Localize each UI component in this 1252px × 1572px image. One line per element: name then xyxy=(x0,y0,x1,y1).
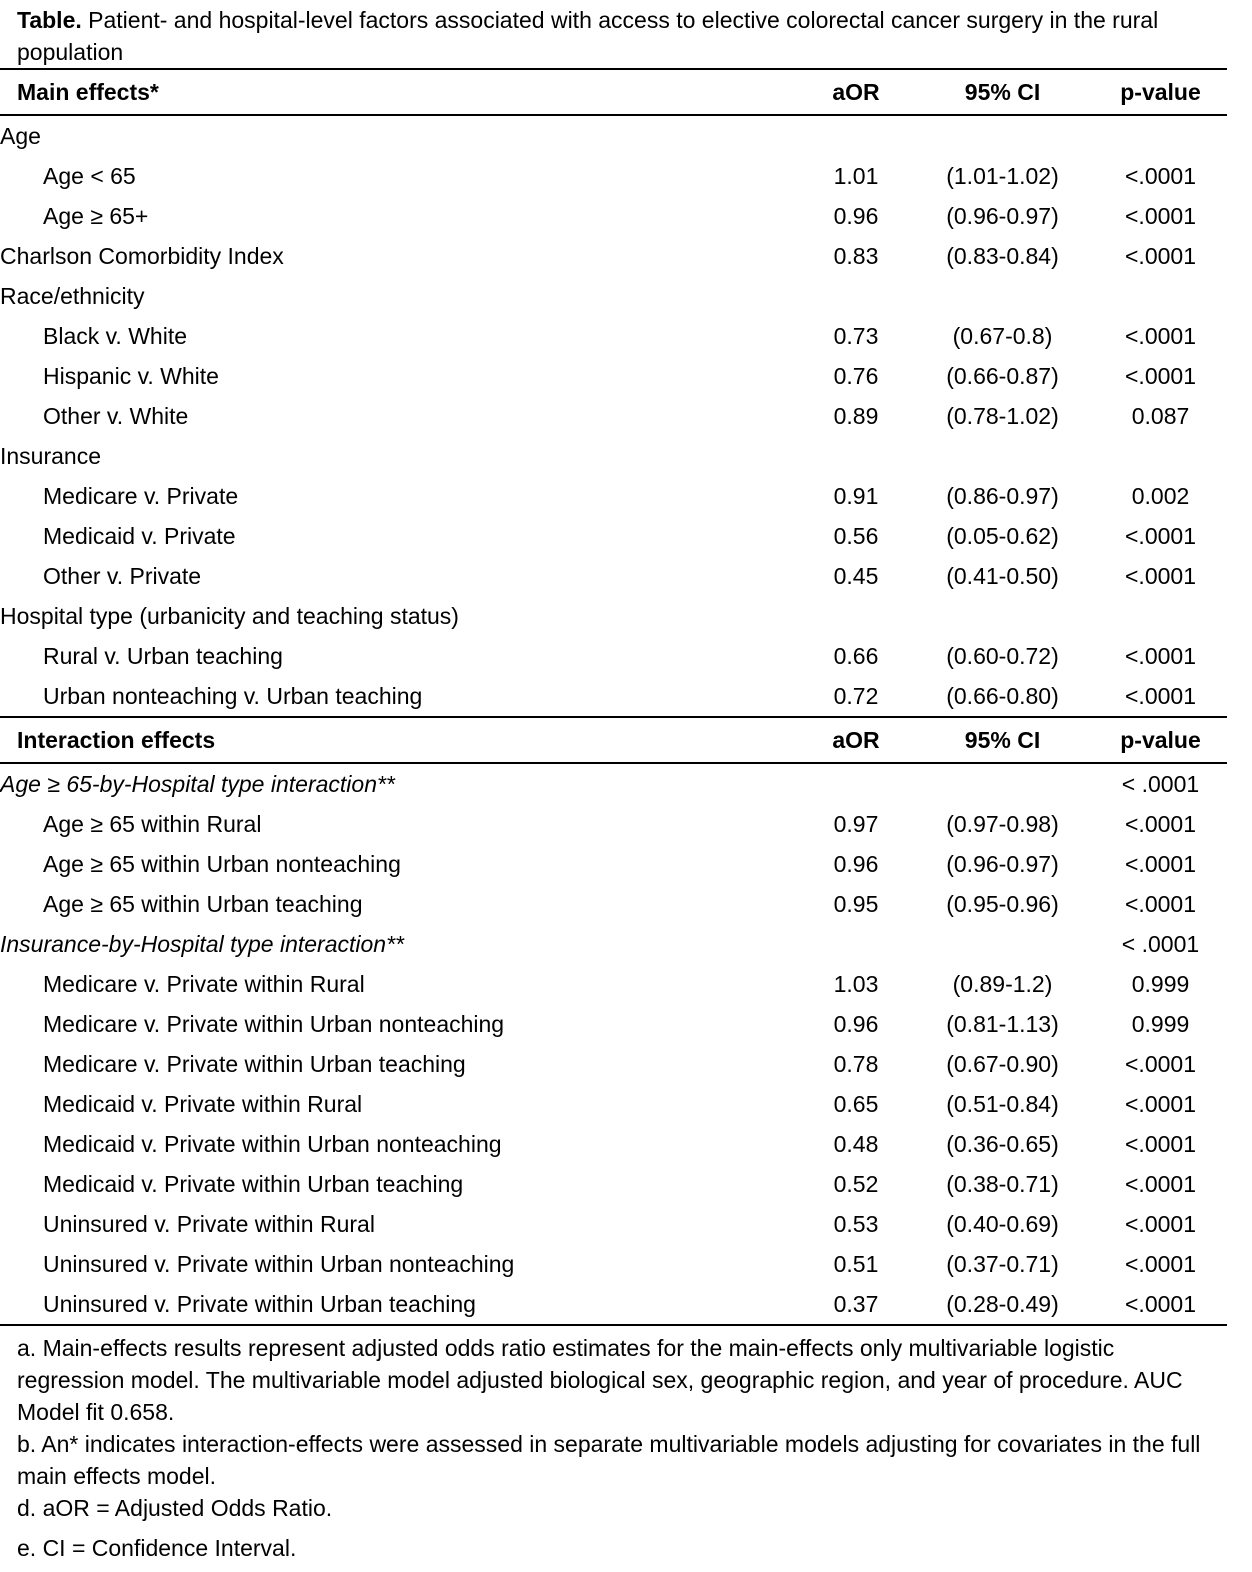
p-value: 0.999 xyxy=(1131,971,1190,997)
table-row xyxy=(0,964,1227,1004)
ci-value: (0.81-1.13) xyxy=(946,1011,1059,1037)
row-label: Age ≥ 65+ xyxy=(43,203,149,229)
aor-value: 0.53 xyxy=(833,1211,879,1237)
footnote-d: d. aOR = Adjusted Odds Ratio. xyxy=(17,1495,333,1521)
p-value xyxy=(1094,276,1227,316)
aor-value: 0.65 xyxy=(833,1091,879,1117)
p-value: <.0001 xyxy=(1125,1211,1196,1237)
row-label: Uninsured v. Private within Rural xyxy=(43,1211,375,1237)
row-label: Insurance-by-Hospital type interaction** xyxy=(0,931,404,957)
aor-value xyxy=(801,115,911,156)
aor-value: 0.89 xyxy=(833,403,879,429)
row-label: Medicaid v. Private xyxy=(43,523,236,549)
table-row xyxy=(0,1084,1227,1124)
aor-value xyxy=(801,763,911,804)
ci-value: (0.37-0.71) xyxy=(946,1251,1059,1277)
row-label: Medicaid v. Private within Urban teaching xyxy=(43,1171,464,1197)
table-row xyxy=(0,844,1227,884)
p-value-column-header: p-value xyxy=(1094,69,1227,115)
table-row xyxy=(0,556,1227,596)
table-footnotes xyxy=(17,1326,1222,1564)
ci-value: (0.95-0.96) xyxy=(946,891,1059,917)
p-value: <.0001 xyxy=(1125,323,1196,349)
table-row xyxy=(0,115,1227,156)
table-row xyxy=(0,884,1227,924)
row-label: Uninsured v. Private within Urban teaching xyxy=(0,1284,801,1325)
p-value: <.0001 xyxy=(1125,891,1196,917)
ci-value xyxy=(911,115,1094,156)
table-row xyxy=(0,1164,1227,1204)
table-row xyxy=(0,516,1227,556)
table-row xyxy=(0,1004,1227,1044)
aor-column-header: aOR xyxy=(801,717,911,763)
ci-value: (0.05-0.62) xyxy=(946,523,1059,549)
ci-value xyxy=(911,436,1094,476)
table-row xyxy=(0,763,1227,804)
table-row xyxy=(0,236,1227,276)
aor-value xyxy=(801,924,911,964)
ci-value xyxy=(911,924,1094,964)
p-value: <.0001 xyxy=(1125,363,1196,389)
p-value: <.0001 xyxy=(1125,851,1196,877)
interaction-effects-header: Interaction effects xyxy=(0,717,801,763)
p-value xyxy=(1094,115,1227,156)
table-row xyxy=(0,1284,1227,1325)
aor-value: 1.03 xyxy=(833,971,879,997)
p-value: <.0001 xyxy=(1125,683,1196,709)
aor-column-header: aOR xyxy=(801,69,911,115)
row-label: Age ≥ 65 within Rural xyxy=(43,811,262,837)
aor-value: 0.66 xyxy=(833,643,879,669)
ci-column-header: 95% CI xyxy=(911,69,1094,115)
ci-value: (0.67-0.90) xyxy=(946,1051,1059,1077)
aor-value: 0.52 xyxy=(833,1171,879,1197)
ci-value: (0.97-0.98) xyxy=(946,811,1059,837)
row-label: Medicaid v. Private within Rural xyxy=(43,1091,363,1117)
aor-value: 0.95 xyxy=(833,891,879,917)
table-row xyxy=(0,476,1227,516)
p-value xyxy=(1094,596,1227,636)
ci-value: (0.96-0.97) xyxy=(946,851,1059,877)
aor-value xyxy=(801,276,911,316)
table-row xyxy=(0,196,1227,236)
row-label: Other v. White xyxy=(43,403,189,429)
p-value: <.0001 xyxy=(1125,811,1196,837)
aor-value: 0.96 xyxy=(833,1011,879,1037)
table-row xyxy=(0,636,1227,676)
row-label: Age < 65 xyxy=(43,163,136,189)
p-value: <.0001 xyxy=(1125,1251,1196,1277)
footnote-e: e. CI = Confidence Interval. xyxy=(17,1535,297,1561)
aor-value: 0.45 xyxy=(833,563,879,589)
aor-value: 0.78 xyxy=(833,1051,879,1077)
p-value: 0.087 xyxy=(1131,403,1190,429)
ci-value: (0.89-1.2) xyxy=(952,971,1053,997)
row-label: Charlson Comorbidity Index xyxy=(0,243,284,269)
interaction-effects-body xyxy=(0,763,1227,1325)
p-value: <.0001 xyxy=(1125,1131,1196,1157)
p-value-column-header: p-value xyxy=(1094,717,1227,763)
p-value: 0.002 xyxy=(1131,483,1190,509)
row-label: Age xyxy=(0,123,41,149)
table-row xyxy=(0,1124,1227,1164)
p-value: < .0001 xyxy=(1121,931,1200,957)
table-row xyxy=(0,804,1227,844)
table-row xyxy=(0,676,1227,717)
row-label: Age ≥ 65 within Urban teaching xyxy=(43,891,363,917)
results-table xyxy=(0,68,1227,1326)
caption-text: Patient- and hospital-level factors associated with access to elective colorectal cancer surgery in the rural population xyxy=(17,7,1159,65)
p-value: <.0001 xyxy=(1125,1051,1196,1077)
p-value: <.0001 xyxy=(1125,1171,1196,1197)
p-value xyxy=(1094,436,1227,476)
main-effects-header: Main effects* xyxy=(0,69,801,115)
aor-value: 0.96 xyxy=(833,203,879,229)
row-label: Hispanic v. White xyxy=(43,363,219,389)
footnote-a: a. Main-effects results represent adjusted odds ratio estimates for the main-effects only multivariable logistic regression model. The multivariable model adjusted biological sex, geographic region, and year of procedure. AUC Model fit 0.658. xyxy=(17,1335,1183,1425)
table-row xyxy=(0,1244,1227,1284)
main-effects-header-row xyxy=(0,69,1227,115)
ci-value: (0.28-0.49) xyxy=(911,1284,1094,1325)
aor-value: 0.76 xyxy=(833,363,879,389)
ci-value: (0.86-0.97) xyxy=(946,483,1059,509)
ci-value: (0.36-0.65) xyxy=(946,1131,1059,1157)
p-value: 0.999 xyxy=(1131,1011,1190,1037)
p-value: <.0001 xyxy=(1125,203,1196,229)
aor-value: 0.72 xyxy=(833,683,879,709)
table-row xyxy=(0,356,1227,396)
ci-value xyxy=(911,596,1094,636)
table-row xyxy=(0,924,1227,964)
aor-value: 0.51 xyxy=(833,1251,879,1277)
row-label: Age ≥ 65 within Urban nonteaching xyxy=(43,851,401,877)
ci-value: (0.38-0.71) xyxy=(946,1171,1059,1197)
row-label: Hospital type (urbanicity and teaching status) xyxy=(0,603,459,629)
aor-value: 0.91 xyxy=(833,483,879,509)
p-value: <.0001 xyxy=(1125,563,1196,589)
row-label: Rural v. Urban teaching xyxy=(43,643,283,669)
ci-value: (0.40-0.69) xyxy=(946,1211,1059,1237)
ci-value: (0.60-0.72) xyxy=(946,643,1059,669)
row-label: Medicare v. Private within Urban nonteaching xyxy=(43,1011,505,1037)
footnote-b: b. An* indicates interaction-effects were assessed in separate multivariable models adjusting for covariates in the full main effects model. xyxy=(17,1431,1201,1489)
p-value: <.0001 xyxy=(1125,1091,1196,1117)
row-label: Medicare v. Private within Rural xyxy=(43,971,365,997)
ci-column-header: 95% CI xyxy=(911,717,1094,763)
row-label: Race/ethnicity xyxy=(0,283,145,309)
p-value: <.0001 xyxy=(1094,1284,1227,1325)
p-value: <.0001 xyxy=(1125,523,1196,549)
ci-value: (0.41-0.50) xyxy=(946,563,1059,589)
row-label: Medicaid v. Private within Urban nonteaching xyxy=(43,1131,502,1157)
ci-value: (0.96-0.97) xyxy=(946,203,1059,229)
row-label: Other v. Private xyxy=(43,563,202,589)
aor-value: 0.48 xyxy=(833,1131,879,1157)
row-label: Insurance xyxy=(0,443,102,469)
aor-value: 0.97 xyxy=(833,811,879,837)
table-row xyxy=(0,1044,1227,1084)
table-row xyxy=(0,316,1227,356)
ci-value: (0.66-0.80) xyxy=(946,683,1059,709)
row-label: Medicare v. Private xyxy=(43,483,239,509)
aor-value: 0.37 xyxy=(801,1284,911,1325)
row-label: Uninsured v. Private within Urban nonteaching xyxy=(43,1251,515,1277)
row-label: Medicare v. Private within Urban teaching xyxy=(43,1051,466,1077)
ci-value xyxy=(911,276,1094,316)
row-label: Black v. White xyxy=(43,323,187,349)
aor-value xyxy=(801,436,911,476)
caption-label: Table. xyxy=(17,7,82,33)
ci-value: (0.83-0.84) xyxy=(946,243,1059,269)
table-row xyxy=(0,276,1227,316)
ci-value: (0.66-0.87) xyxy=(946,363,1059,389)
table-row xyxy=(0,156,1227,196)
ci-value: (0.78-1.02) xyxy=(946,403,1059,429)
table-row xyxy=(0,1204,1227,1244)
aor-value: 0.56 xyxy=(833,523,879,549)
table-row xyxy=(0,596,1227,636)
row-label: Urban nonteaching v. Urban teaching xyxy=(43,683,423,709)
ci-value: (1.01-1.02) xyxy=(946,163,1059,189)
aor-value xyxy=(801,596,911,636)
aor-value: 1.01 xyxy=(833,163,879,189)
table-row xyxy=(0,396,1227,436)
aor-value: 0.96 xyxy=(833,851,879,877)
table-row xyxy=(0,436,1227,476)
p-value: <.0001 xyxy=(1125,243,1196,269)
aor-value: 0.83 xyxy=(833,243,879,269)
main-effects-body xyxy=(0,115,1227,717)
aor-value: 0.73 xyxy=(833,323,879,349)
p-value: < .0001 xyxy=(1121,771,1200,797)
ci-value xyxy=(911,763,1094,804)
table-caption xyxy=(17,4,1217,68)
p-value: <.0001 xyxy=(1125,163,1196,189)
row-label: Age ≥ 65-by-Hospital type interaction** xyxy=(0,771,395,797)
p-value: <.0001 xyxy=(1125,643,1196,669)
ci-value: (0.67-0.8) xyxy=(952,323,1053,349)
ci-value: (0.51-0.84) xyxy=(946,1091,1059,1117)
interaction-effects-header-row xyxy=(0,717,1227,763)
